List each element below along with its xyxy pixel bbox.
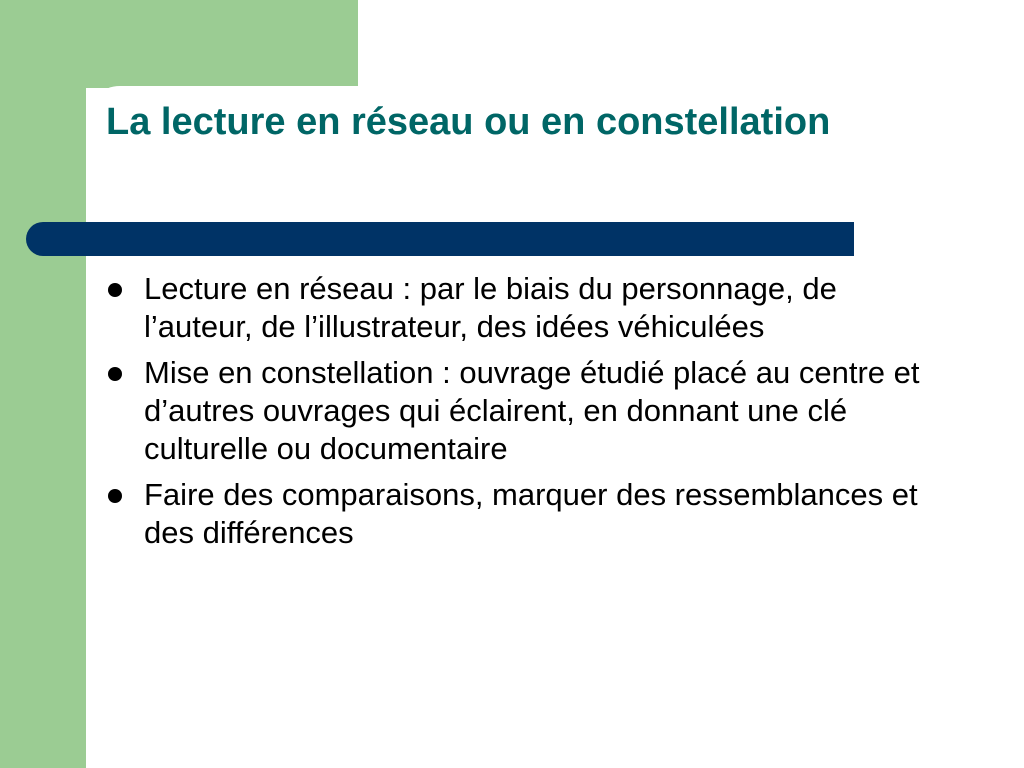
bullet-icon: [108, 489, 122, 503]
bullet-text: Mise en constellation : ouvrage étudié placé au centre et d’autres ouvrages qui éclairent, en donnant une clé culturelle ou documentaire: [144, 355, 920, 466]
title-underline-bar: [26, 222, 854, 256]
bullet-list: [104, 270, 944, 560]
bullet-icon: [108, 367, 122, 381]
bullet-item: [104, 476, 944, 552]
bullet-item: [104, 354, 944, 468]
bullet-item: [104, 270, 944, 346]
bullet-icon: [108, 283, 122, 297]
slide-title: La lecture en réseau ou en constellation: [106, 101, 831, 143]
bullet-text: Lecture en réseau : par le biais du personnage, de l’auteur, de l’illustrateur, des idées véhiculées: [144, 271, 837, 344]
bullet-text: Faire des comparaisons, marquer des ressemblances et des différences: [144, 477, 918, 550]
green-side-decoration: [0, 0, 86, 768]
